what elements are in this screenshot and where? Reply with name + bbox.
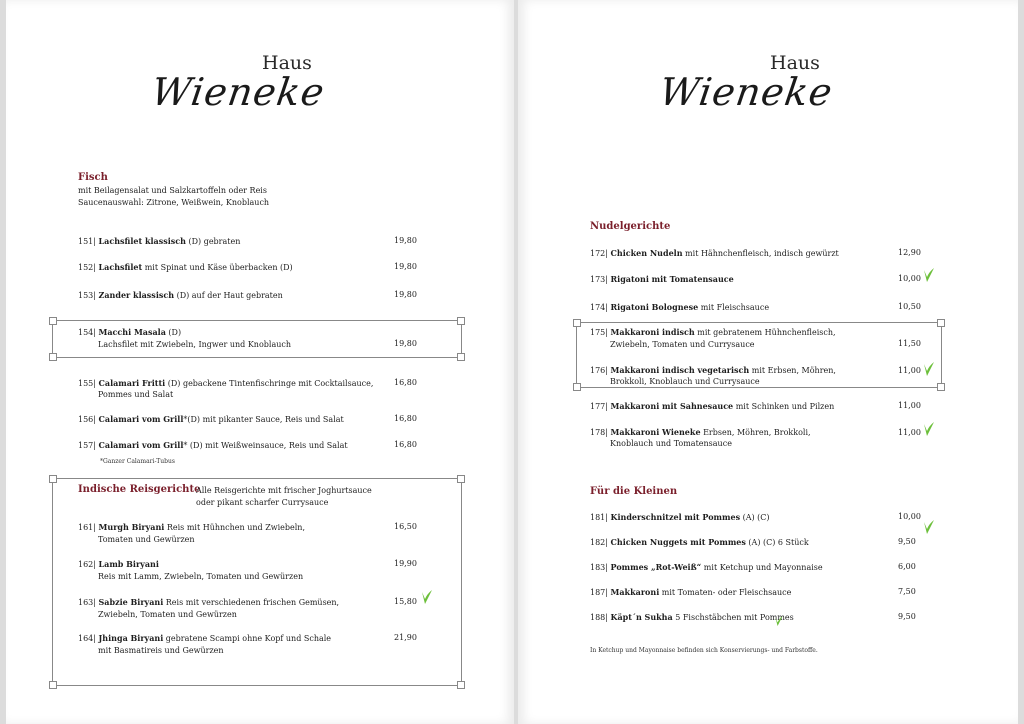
menu-price: 19,80: [394, 236, 417, 245]
menu-item: 164| Jhinga Biryani gebratene Scampi ohne Kopf und Schale: [78, 633, 332, 643]
menu-item: 157| Calamari vom Grill* (D) mit Weißweinsauce, Reis und Salat: [78, 440, 348, 450]
menu-price: 15,80: [394, 597, 417, 606]
menu-price: 19,80: [394, 290, 417, 299]
vegan-leaf-icon: [922, 518, 936, 536]
frame-corner: [49, 353, 57, 361]
vegan-leaf-icon: [774, 614, 784, 628]
menu-item-desc: Reis mit Lamm, Zwiebeln, Tomaten und Gewürzen: [98, 572, 304, 581]
menu-item: 174| Rigatoni Bolognese mit Fleischsauce: [590, 302, 770, 312]
menu-price: 10,00: [898, 512, 921, 521]
menu-item: 187| Makkaroni mit Tomaten- oder Fleischsauce: [590, 587, 792, 597]
menu-item: 151| Lachsfilet klassisch (D) gebraten: [78, 236, 241, 246]
vegan-leaf-icon: [922, 360, 936, 378]
menu-item: 178| Makkaroni Wieneke Erbsen, Möhren, Brokkoli,: [590, 427, 811, 437]
section-title-nudel: Nudelgerichte: [590, 221, 671, 232]
menu-price: 19,90: [394, 559, 417, 568]
menu-price: 11,00: [898, 428, 921, 437]
menu-item: 153| Zander klassisch (D) auf der Haut gebraten: [78, 290, 283, 300]
frame-corner: [457, 475, 465, 483]
logo-right: [656, 52, 880, 122]
menu-item: 188| Käpt´n Sukha 5 Fischstäbchen mit Pommes: [590, 612, 794, 622]
section-title-kleinen: Für die Kleinen: [590, 486, 678, 497]
menu-item-desc: Pommes und Salat: [98, 390, 174, 399]
frame-corner: [573, 319, 581, 327]
menu-price: 16,80: [394, 440, 417, 449]
menu-price: 16,80: [394, 378, 417, 387]
menu-page-left: [6, 0, 514, 724]
menu-item: 152| Lachsfilet mit Spinat und Käse überbacken (D): [78, 262, 293, 272]
menu-price: 11,00: [898, 366, 921, 375]
menu-price: 21,90: [394, 633, 417, 642]
menu-price: 9,50: [898, 612, 916, 621]
menu-price: 9,50: [898, 537, 916, 546]
menu-price: 16,80: [394, 414, 417, 423]
section-sub-fisch-2: Saucenauswahl: Zitrone, Weißwein, Knoblauch: [78, 198, 270, 207]
menu-price: 11,50: [898, 339, 921, 348]
logo-haus: Haus: [262, 52, 312, 74]
menu-item: 154| Macchi Masala (D): [78, 327, 182, 337]
menu-item: 183| Pommes „Rot-Weiß“ mit Ketchup und Mayonnaise: [590, 562, 823, 572]
frame-corner: [49, 681, 57, 689]
menu-price: 19,80: [394, 262, 417, 271]
menu-item-desc: Tomaten und Gewürzen: [98, 535, 195, 544]
section-title-fisch: Fisch: [78, 172, 108, 183]
menu-item: 163| Sabzie Biryani Reis mit verschiedenen frischen Gemüsen,: [78, 597, 340, 607]
menu-page-right: [518, 0, 1018, 724]
menu-price: 11,00: [898, 401, 921, 410]
menu-price: 10,50: [898, 302, 921, 311]
menu-item: 182| Chicken Nuggets mit Pommes (A) (C) 6 Stück: [590, 537, 809, 547]
menu-item: 162| Lamb Biryani: [78, 559, 159, 569]
frame-corner: [457, 353, 465, 361]
frame-corner: [49, 475, 57, 483]
footnote-calamari: *Ganzer Calamari-Tubus: [100, 458, 175, 465]
menu-price: 19,80: [394, 339, 417, 348]
menu-item: 175| Makkaroni indisch mit gebratenem Hühnchenfleisch,: [590, 327, 836, 337]
logo-left: [148, 52, 372, 122]
logo-haus: Haus: [770, 52, 820, 74]
menu-price: 6,00: [898, 562, 916, 571]
vegan-leaf-icon: [922, 420, 936, 438]
section-sub-reis-2: oder pikant scharfer Currysauce: [196, 498, 329, 507]
menu-item: 155| Calamari Fritti (D) gebackene Tintenfischringe mit Cocktailsauce,: [78, 378, 374, 388]
menu-price: 7,50: [898, 587, 916, 596]
menu-price: 10,00: [898, 274, 921, 283]
menu-price: 16,50: [394, 522, 417, 531]
menu-item: 181| Kinderschnitzel mit Pommes (A) (C): [590, 512, 770, 522]
section-title-reis: Indische Reisgerichte: [78, 484, 201, 495]
menu-item-desc: Zwiebeln, Tomaten und Currysauce: [610, 340, 755, 349]
logo-wieneke: Wieneke: [148, 70, 328, 114]
frame-corner: [573, 383, 581, 391]
menu-item: 161| Murgh Biryani Reis mit Hühnchen und Zwiebeln,: [78, 522, 305, 532]
logo-wieneke: Wieneke: [656, 70, 836, 114]
menu-item: 156| Calamari vom Grill*(D) mit pikanter Sauce, Reis und Salat: [78, 414, 344, 424]
vegan-leaf-icon: [922, 266, 936, 284]
vegan-leaf-icon: [420, 588, 434, 606]
menu-item-desc: Zwiebeln, Tomaten und Gewürzen: [98, 610, 237, 619]
frame-corner: [937, 383, 945, 391]
menu-price: 12,90: [898, 248, 921, 257]
menu-item-desc: Lachsfilet mit Zwiebeln, Ingwer und Knoblauch: [98, 340, 291, 349]
frame-corner: [49, 317, 57, 325]
section-sub-fisch-1: mit Beilagensalat und Salzkartoffeln oder Reis: [78, 186, 267, 195]
frame-corner: [937, 319, 945, 327]
menu-item-desc: Brokkoli, Knoblauch und Currysauce: [610, 377, 760, 386]
menu-item-desc: Knoblauch und Tomatensauce: [610, 439, 732, 448]
menu-item: 172| Chicken Nudeln mit Hähnchenfleisch, indisch gewürzt: [590, 248, 839, 258]
frame-corner: [457, 317, 465, 325]
menu-item: 177| Makkaroni mit Sahnesauce mit Schinken und Pilzen: [590, 401, 835, 411]
footnote-konservierung: In Ketchup und Mayonnaise befinden sich Konservierungs- und Farbstoffe.: [590, 647, 818, 654]
menu-item: 176| Makkaroni indisch vegetarisch mit Erbsen, Möhren,: [590, 365, 836, 375]
menu-item-desc: mit Basmatireis und Gewürzen: [98, 646, 224, 655]
menu-item: 173| Rigatoni mit Tomatensauce: [590, 274, 734, 284]
frame-corner: [457, 681, 465, 689]
section-sub-reis-1: Alle Reisgerichte mit frischer Joghurtsauce: [196, 486, 372, 495]
